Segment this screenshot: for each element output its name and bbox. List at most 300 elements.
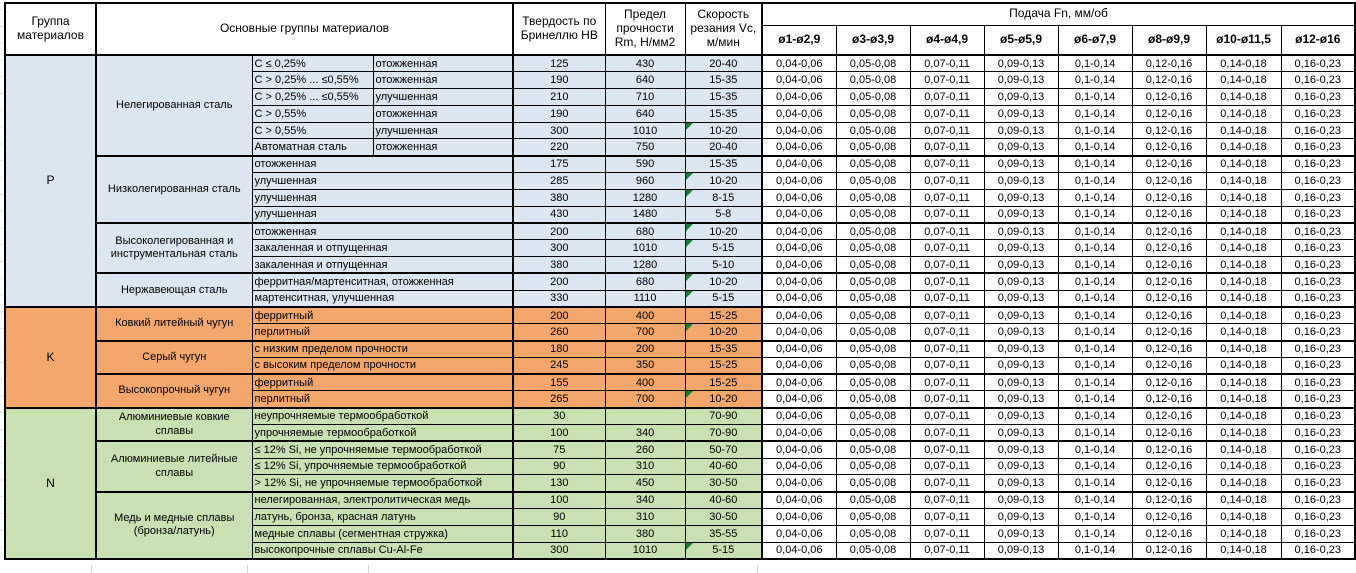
feed-cell[interactable]: 0,04-0,06 — [762, 105, 836, 122]
material-desc-cell[interactable]: неупрочняемые термообработкой — [252, 408, 513, 425]
feed-cell[interactable]: 0,16-0,23 — [1281, 374, 1355, 391]
feed-cell[interactable]: 0,04-0,06 — [762, 290, 836, 307]
feed-cell[interactable]: 0,09-0,13 — [984, 223, 1058, 240]
feed-cell[interactable]: 0,05-0,08 — [836, 173, 910, 190]
col-header-diameter-range[interactable]: ø1-ø2,9 — [762, 25, 836, 55]
speed-cell[interactable]: 20-40 — [685, 139, 762, 156]
speed-cell[interactable]: 15-35 — [685, 341, 762, 358]
col-header-diameter-range[interactable]: ø4-ø4,9 — [910, 25, 984, 55]
speed-cell[interactable]: 10-20 — [685, 391, 762, 408]
material-desc-cell[interactable]: перлитный — [252, 324, 513, 341]
feed-cell[interactable]: 0,14-0,18 — [1206, 391, 1281, 408]
feed-cell[interactable]: 0,07-0,11 — [910, 173, 984, 190]
strength-cell[interactable]: 1010 — [605, 240, 685, 257]
feed-cell[interactable]: 0,12-0,16 — [1132, 374, 1206, 391]
speed-cell[interactable]: 15-25 — [685, 374, 762, 391]
strength-cell[interactable]: 1010 — [605, 122, 685, 139]
hardness-cell[interactable]: 110 — [513, 525, 605, 542]
feed-cell[interactable]: 0,14-0,18 — [1206, 173, 1281, 190]
speed-cell[interactable]: 5-15 — [685, 542, 762, 559]
material-group-cell[interactable]: P — [5, 55, 96, 307]
col-header-material-main-groups[interactable]: Основные группы материалов — [96, 3, 513, 55]
feed-cell[interactable]: 0,04-0,06 — [762, 374, 836, 391]
material-desc-cell[interactable]: мартенситная, улучшенная — [252, 290, 513, 307]
feed-cell[interactable]: 0,12-0,16 — [1132, 72, 1206, 89]
feed-cell[interactable]: 0,05-0,08 — [836, 492, 910, 509]
feed-cell[interactable]: 0,1-0,14 — [1058, 72, 1132, 89]
feed-cell[interactable]: 0,04-0,06 — [762, 441, 836, 458]
feed-cell[interactable]: 0,12-0,16 — [1132, 55, 1206, 72]
feed-cell[interactable]: 0,14-0,18 — [1206, 72, 1281, 89]
feed-cell[interactable]: 0,14-0,18 — [1206, 492, 1281, 509]
feed-cell[interactable]: 0,04-0,06 — [762, 139, 836, 156]
strength-cell[interactable]: 680 — [605, 273, 685, 290]
feed-cell[interactable]: 0,05-0,08 — [836, 307, 910, 324]
feed-cell[interactable]: 0,1-0,14 — [1058, 223, 1132, 240]
speed-cell[interactable]: 30-50 — [685, 475, 762, 492]
feed-cell[interactable]: 0,09-0,13 — [984, 55, 1058, 72]
hardness-cell[interactable]: 200 — [513, 223, 605, 240]
feed-cell[interactable]: 0,05-0,08 — [836, 542, 910, 559]
feed-cell[interactable]: 0,14-0,18 — [1206, 206, 1281, 223]
feed-cell[interactable]: 0,12-0,16 — [1132, 492, 1206, 509]
material-desc-cell[interactable]: улучшенная — [252, 206, 513, 223]
feed-cell[interactable]: 0,04-0,06 — [762, 542, 836, 559]
feed-cell[interactable]: 0,07-0,11 — [910, 189, 984, 206]
speed-cell[interactable]: 15-35 — [685, 72, 762, 89]
strength-cell[interactable]: 700 — [605, 391, 685, 408]
feed-cell[interactable]: 0,09-0,13 — [984, 425, 1058, 442]
feed-cell[interactable]: 0,1-0,14 — [1058, 156, 1132, 173]
feed-cell[interactable]: 0,07-0,11 — [910, 408, 984, 425]
col-header-diameter-range[interactable]: ø10-ø11,5 — [1206, 25, 1281, 55]
feed-cell[interactable]: 0,09-0,13 — [984, 105, 1058, 122]
feed-cell[interactable]: 0,07-0,11 — [910, 324, 984, 341]
feed-cell[interactable]: 0,1-0,14 — [1058, 458, 1132, 475]
feed-cell[interactable]: 0,07-0,11 — [910, 290, 984, 307]
material-subgroup-cell[interactable]: Алюминиевые ковкие сплавы — [96, 408, 252, 442]
feed-cell[interactable]: 0,14-0,18 — [1206, 341, 1281, 358]
feed-cell[interactable]: 0,1-0,14 — [1058, 89, 1132, 106]
feed-cell[interactable]: 0,05-0,08 — [836, 189, 910, 206]
speed-cell[interactable]: 5-8 — [685, 206, 762, 223]
feed-cell[interactable]: 0,12-0,16 — [1132, 341, 1206, 358]
speed-cell[interactable]: 50-70 — [685, 441, 762, 458]
material-desc-cell[interactable]: медные сплавы (сегментная стружка) — [252, 525, 513, 542]
strength-cell[interactable]: 680 — [605, 223, 685, 240]
feed-cell[interactable]: 0,09-0,13 — [984, 173, 1058, 190]
feed-cell[interactable]: 0,16-0,23 — [1281, 105, 1355, 122]
feed-cell[interactable]: 0,16-0,23 — [1281, 257, 1355, 274]
speed-cell[interactable]: 20-40 — [685, 55, 762, 72]
feed-cell[interactable]: 0,07-0,11 — [910, 542, 984, 559]
strength-cell[interactable]: 1110 — [605, 290, 685, 307]
feed-cell[interactable]: 0,14-0,18 — [1206, 139, 1281, 156]
col-header-diameter-range[interactable]: ø5-ø5,9 — [984, 25, 1058, 55]
feed-cell[interactable]: 0,12-0,16 — [1132, 475, 1206, 492]
feed-cell[interactable]: 0,1-0,14 — [1058, 492, 1132, 509]
hardness-cell[interactable]: 200 — [513, 273, 605, 290]
feed-cell[interactable]: 0,16-0,23 — [1281, 122, 1355, 139]
feed-cell[interactable]: 0,1-0,14 — [1058, 240, 1132, 257]
feed-cell[interactable]: 0,1-0,14 — [1058, 55, 1132, 72]
feed-cell[interactable]: 0,12-0,16 — [1132, 290, 1206, 307]
feed-cell[interactable]: 0,1-0,14 — [1058, 324, 1132, 341]
feed-cell[interactable]: 0,12-0,16 — [1132, 357, 1206, 374]
material-desc-cell[interactable]: ≤ 12% Si, не упрочняемые термообработкой — [252, 441, 513, 458]
speed-cell[interactable]: 15-35 — [685, 156, 762, 173]
feed-cell[interactable]: 0,12-0,16 — [1132, 89, 1206, 106]
col-header-brinell-hardness[interactable]: Твердость по Бринеллю HB — [513, 3, 605, 55]
feed-cell[interactable]: 0,07-0,11 — [910, 122, 984, 139]
feed-cell[interactable]: 0,1-0,14 — [1058, 290, 1132, 307]
feed-cell[interactable]: 0,04-0,06 — [762, 391, 836, 408]
feed-cell[interactable]: 0,1-0,14 — [1058, 374, 1132, 391]
feed-cell[interactable]: 0,16-0,23 — [1281, 408, 1355, 425]
strength-cell[interactable]: 700 — [605, 324, 685, 341]
feed-cell[interactable]: 0,09-0,13 — [984, 324, 1058, 341]
hardness-cell[interactable]: 380 — [513, 257, 605, 274]
feed-cell[interactable]: 0,1-0,14 — [1058, 341, 1132, 358]
feed-cell[interactable]: 0,09-0,13 — [984, 139, 1058, 156]
feed-cell[interactable]: 0,04-0,06 — [762, 492, 836, 509]
feed-cell[interactable]: 0,04-0,06 — [762, 425, 836, 442]
strength-cell[interactable]: 1010 — [605, 542, 685, 559]
feed-cell[interactable]: 0,14-0,18 — [1206, 408, 1281, 425]
material-group-cell[interactable]: N — [5, 408, 96, 559]
feed-cell[interactable]: 0,07-0,11 — [910, 475, 984, 492]
strength-cell[interactable]: 340 — [605, 425, 685, 442]
col-header-feed-title[interactable]: Подача Fn, мм/об — [762, 3, 1355, 25]
feed-cell[interactable]: 0,12-0,16 — [1132, 105, 1206, 122]
feed-cell[interactable]: 0,16-0,23 — [1281, 307, 1355, 324]
material-subgroup-cell[interactable]: Нелегированная сталь — [96, 55, 252, 156]
feed-cell[interactable]: 0,16-0,23 — [1281, 441, 1355, 458]
hardness-cell[interactable]: 90 — [513, 458, 605, 475]
hardness-cell[interactable]: 190 — [513, 105, 605, 122]
feed-cell[interactable]: 0,16-0,23 — [1281, 290, 1355, 307]
material-desc-cell[interactable]: закаленная и отпущенная — [252, 257, 513, 274]
feed-cell[interactable]: 0,04-0,06 — [762, 357, 836, 374]
feed-cell[interactable]: 0,07-0,11 — [910, 156, 984, 173]
speed-cell[interactable]: 15-25 — [685, 307, 762, 324]
feed-cell[interactable]: 0,16-0,23 — [1281, 425, 1355, 442]
feed-cell[interactable]: 0,05-0,08 — [836, 525, 910, 542]
feed-cell[interactable]: 0,09-0,13 — [984, 257, 1058, 274]
feed-cell[interactable]: 0,14-0,18 — [1206, 105, 1281, 122]
feed-cell[interactable]: 0,09-0,13 — [984, 156, 1058, 173]
feed-cell[interactable]: 0,05-0,08 — [836, 206, 910, 223]
speed-cell[interactable]: 30-50 — [685, 509, 762, 526]
feed-cell[interactable]: 0,07-0,11 — [910, 105, 984, 122]
feed-cell[interactable]: 0,1-0,14 — [1058, 273, 1132, 290]
feed-cell[interactable]: 0,14-0,18 — [1206, 458, 1281, 475]
feed-cell[interactable]: 0,05-0,08 — [836, 72, 910, 89]
strength-cell[interactable]: 960 — [605, 173, 685, 190]
hardness-cell[interactable]: 130 — [513, 475, 605, 492]
feed-cell[interactable]: 0,07-0,11 — [910, 273, 984, 290]
feed-cell[interactable]: 0,05-0,08 — [836, 357, 910, 374]
material-state-cell[interactable]: отожженная — [373, 72, 513, 89]
material-desc-cell[interactable]: латунь, бронза, красная латунь — [252, 509, 513, 526]
feed-cell[interactable]: 0,12-0,16 — [1132, 324, 1206, 341]
feed-cell[interactable]: 0,1-0,14 — [1058, 408, 1132, 425]
feed-cell[interactable]: 0,09-0,13 — [984, 441, 1058, 458]
feed-cell[interactable]: 0,14-0,18 — [1206, 156, 1281, 173]
material-desc-cell[interactable]: ферритная/мартенситная, отожженная — [252, 273, 513, 290]
material-desc-cell[interactable]: ферритный — [252, 374, 513, 391]
feed-cell[interactable]: 0,04-0,06 — [762, 240, 836, 257]
speed-cell[interactable]: 15-35 — [685, 89, 762, 106]
feed-cell[interactable]: 0,09-0,13 — [984, 72, 1058, 89]
feed-cell[interactable]: 0,14-0,18 — [1206, 324, 1281, 341]
strength-cell[interactable]: 1280 — [605, 189, 685, 206]
feed-cell[interactable]: 0,1-0,14 — [1058, 475, 1132, 492]
col-header-tensile-strength[interactable]: Предел прочности Rm, Н/мм2 — [605, 3, 685, 55]
feed-cell[interactable]: 0,04-0,06 — [762, 257, 836, 274]
feed-cell[interactable]: 0,05-0,08 — [836, 290, 910, 307]
feed-cell[interactable]: 0,14-0,18 — [1206, 475, 1281, 492]
feed-cell[interactable]: 0,07-0,11 — [910, 374, 984, 391]
feed-cell[interactable]: 0,16-0,23 — [1281, 189, 1355, 206]
feed-cell[interactable]: 0,16-0,23 — [1281, 89, 1355, 106]
feed-cell[interactable]: 0,04-0,06 — [762, 206, 836, 223]
feed-cell[interactable]: 0,05-0,08 — [836, 408, 910, 425]
material-desc-cell[interactable]: нелегированная, электролитическая медь — [252, 492, 513, 509]
material-desc-cell[interactable]: C > 0,25% ... ≤0,55% — [252, 89, 373, 106]
feed-cell[interactable]: 0,16-0,23 — [1281, 72, 1355, 89]
material-desc-cell[interactable]: перлитный — [252, 391, 513, 408]
feed-cell[interactable]: 0,04-0,06 — [762, 341, 836, 358]
speed-cell[interactable]: 10-20 — [685, 324, 762, 341]
speed-cell[interactable]: 40-60 — [685, 492, 762, 509]
feed-cell[interactable]: 0,05-0,08 — [836, 122, 910, 139]
strength-cell[interactable]: 400 — [605, 374, 685, 391]
strength-cell[interactable]: 340 — [605, 492, 685, 509]
material-state-cell[interactable]: улучшенная — [373, 122, 513, 139]
material-desc-cell[interactable]: C ≤ 0,25% — [252, 55, 373, 72]
feed-cell[interactable]: 0,16-0,23 — [1281, 139, 1355, 156]
feed-cell[interactable]: 0,09-0,13 — [984, 525, 1058, 542]
feed-cell[interactable]: 0,12-0,16 — [1132, 458, 1206, 475]
material-desc-cell[interactable]: закаленная и отпущенная — [252, 240, 513, 257]
hardness-cell[interactable]: 155 — [513, 374, 605, 391]
feed-cell[interactable]: 0,16-0,23 — [1281, 391, 1355, 408]
material-desc-cell[interactable]: C > 0,55% — [252, 122, 373, 139]
feed-cell[interactable]: 0,1-0,14 — [1058, 122, 1132, 139]
feed-cell[interactable]: 0,07-0,11 — [910, 240, 984, 257]
feed-cell[interactable]: 0,14-0,18 — [1206, 189, 1281, 206]
feed-cell[interactable]: 0,1-0,14 — [1058, 307, 1132, 324]
col-header-diameter-range[interactable]: ø12-ø16 — [1281, 25, 1355, 55]
feed-cell[interactable]: 0,04-0,06 — [762, 189, 836, 206]
hardness-cell[interactable]: 380 — [513, 189, 605, 206]
feed-cell[interactable]: 0,04-0,06 — [762, 72, 836, 89]
feed-cell[interactable]: 0,05-0,08 — [836, 240, 910, 257]
feed-cell[interactable]: 0,14-0,18 — [1206, 509, 1281, 526]
feed-cell[interactable]: 0,04-0,06 — [762, 55, 836, 72]
feed-cell[interactable]: 0,16-0,23 — [1281, 324, 1355, 341]
hardness-cell[interactable]: 285 — [513, 173, 605, 190]
feed-cell[interactable]: 0,1-0,14 — [1058, 391, 1132, 408]
feed-cell[interactable]: 0,12-0,16 — [1132, 173, 1206, 190]
hardness-cell[interactable]: 75 — [513, 441, 605, 458]
feed-cell[interactable]: 0,14-0,18 — [1206, 525, 1281, 542]
feed-cell[interactable]: 0,12-0,16 — [1132, 206, 1206, 223]
strength-cell[interactable]: 750 — [605, 139, 685, 156]
feed-cell[interactable]: 0,16-0,23 — [1281, 341, 1355, 358]
feed-cell[interactable]: 0,16-0,23 — [1281, 156, 1355, 173]
strength-cell[interactable]: 260 — [605, 441, 685, 458]
feed-cell[interactable]: 0,14-0,18 — [1206, 257, 1281, 274]
feed-cell[interactable]: 0,04-0,06 — [762, 408, 836, 425]
material-subgroup-cell[interactable]: Ковкий литейный чугун — [96, 307, 252, 341]
feed-cell[interactable]: 0,05-0,08 — [836, 273, 910, 290]
hardness-cell[interactable]: 430 — [513, 206, 605, 223]
hardness-cell[interactable]: 300 — [513, 122, 605, 139]
feed-cell[interactable]: 0,14-0,18 — [1206, 240, 1281, 257]
material-state-cell[interactable]: отожженная — [373, 139, 513, 156]
feed-cell[interactable]: 0,16-0,23 — [1281, 273, 1355, 290]
feed-cell[interactable]: 0,12-0,16 — [1132, 273, 1206, 290]
feed-cell[interactable]: 0,1-0,14 — [1058, 357, 1132, 374]
feed-cell[interactable]: 0,14-0,18 — [1206, 357, 1281, 374]
feed-cell[interactable]: 0,09-0,13 — [984, 122, 1058, 139]
material-state-cell[interactable]: отожженная — [373, 105, 513, 122]
feed-cell[interactable]: 0,04-0,06 — [762, 324, 836, 341]
feed-cell[interactable]: 0,16-0,23 — [1281, 509, 1355, 526]
hardness-cell[interactable]: 300 — [513, 240, 605, 257]
strength-cell[interactable]: 350 — [605, 357, 685, 374]
feed-cell[interactable]: 0,14-0,18 — [1206, 425, 1281, 442]
feed-cell[interactable]: 0,1-0,14 — [1058, 509, 1132, 526]
speed-cell[interactable]: 15-35 — [685, 105, 762, 122]
feed-cell[interactable]: 0,14-0,18 — [1206, 122, 1281, 139]
feed-cell[interactable]: 0,05-0,08 — [836, 257, 910, 274]
feed-cell[interactable]: 0,04-0,06 — [762, 173, 836, 190]
speed-cell[interactable]: 5-10 — [685, 257, 762, 274]
hardness-cell[interactable]: 245 — [513, 357, 605, 374]
feed-cell[interactable]: 0,09-0,13 — [984, 357, 1058, 374]
feed-cell[interactable]: 0,14-0,18 — [1206, 89, 1281, 106]
col-header-cutting-speed[interactable]: Скорость резания Vc, м/мин — [685, 3, 762, 55]
feed-cell[interactable]: 0,09-0,13 — [984, 475, 1058, 492]
material-desc-cell[interactable]: ≤ 12% Si, упрочняемые термообработкой — [252, 458, 513, 475]
hardness-cell[interactable]: 100 — [513, 492, 605, 509]
feed-cell[interactable]: 0,16-0,23 — [1281, 206, 1355, 223]
feed-cell[interactable]: 0,09-0,13 — [984, 408, 1058, 425]
feed-cell[interactable]: 0,05-0,08 — [836, 391, 910, 408]
feed-cell[interactable]: 0,09-0,13 — [984, 509, 1058, 526]
strength-cell[interactable]: 450 — [605, 475, 685, 492]
speed-cell[interactable]: 8-15 — [685, 189, 762, 206]
strength-cell[interactable]: 200 — [605, 341, 685, 358]
feed-cell[interactable]: 0,12-0,16 — [1132, 509, 1206, 526]
material-subgroup-cell[interactable]: Алюминиевые литейные сплавы — [96, 441, 252, 491]
feed-cell[interactable]: 0,09-0,13 — [984, 89, 1058, 106]
speed-cell[interactable]: 5-15 — [685, 240, 762, 257]
feed-cell[interactable]: 0,04-0,06 — [762, 458, 836, 475]
feed-cell[interactable]: 0,16-0,23 — [1281, 55, 1355, 72]
material-subgroup-cell[interactable]: Высокопрочный чугун — [96, 374, 252, 408]
feed-cell[interactable]: 0,07-0,11 — [910, 357, 984, 374]
feed-cell[interactable]: 0,07-0,11 — [910, 458, 984, 475]
speed-cell[interactable]: 40-60 — [685, 458, 762, 475]
feed-cell[interactable]: 0,14-0,18 — [1206, 290, 1281, 307]
hardness-cell[interactable]: 210 — [513, 89, 605, 106]
feed-cell[interactable]: 0,14-0,18 — [1206, 273, 1281, 290]
feed-cell[interactable]: 0,05-0,08 — [836, 458, 910, 475]
feed-cell[interactable]: 0,12-0,16 — [1132, 408, 1206, 425]
material-desc-cell[interactable]: высокопрочные сплавы Cu-Al-Fe — [252, 542, 513, 559]
col-header-diameter-range[interactable]: ø8-ø9,9 — [1132, 25, 1206, 55]
feed-cell[interactable]: 0,07-0,11 — [910, 72, 984, 89]
feed-cell[interactable]: 0,05-0,08 — [836, 105, 910, 122]
feed-cell[interactable]: 0,1-0,14 — [1058, 425, 1132, 442]
feed-cell[interactable]: 0,09-0,13 — [984, 273, 1058, 290]
material-group-cell[interactable]: K — [5, 307, 96, 408]
feed-cell[interactable]: 0,05-0,08 — [836, 509, 910, 526]
feed-cell[interactable]: 0,07-0,11 — [910, 89, 984, 106]
feed-cell[interactable]: 0,07-0,11 — [910, 206, 984, 223]
feed-cell[interactable]: 0,09-0,13 — [984, 458, 1058, 475]
feed-cell[interactable]: 0,12-0,16 — [1132, 223, 1206, 240]
strength-cell[interactable]: 310 — [605, 509, 685, 526]
feed-cell[interactable]: 0,09-0,13 — [984, 374, 1058, 391]
strength-cell[interactable]: 1480 — [605, 206, 685, 223]
material-subgroup-cell[interactable]: Высоколегированная и инструментальная сталь — [96, 223, 252, 273]
speed-cell[interactable]: 10-20 — [685, 122, 762, 139]
speed-cell[interactable]: 10-20 — [685, 173, 762, 190]
feed-cell[interactable]: 0,16-0,23 — [1281, 542, 1355, 559]
feed-cell[interactable]: 0,14-0,18 — [1206, 441, 1281, 458]
hardness-cell[interactable]: 300 — [513, 542, 605, 559]
feed-cell[interactable]: 0,12-0,16 — [1132, 391, 1206, 408]
feed-cell[interactable]: 0,09-0,13 — [984, 206, 1058, 223]
feed-cell[interactable]: 0,09-0,13 — [984, 307, 1058, 324]
feed-cell[interactable]: 0,1-0,14 — [1058, 441, 1132, 458]
feed-cell[interactable]: 0,04-0,06 — [762, 509, 836, 526]
feed-cell[interactable]: 0,05-0,08 — [836, 441, 910, 458]
material-desc-cell[interactable]: > 12% Si, не упрочняемые термообработкой — [252, 475, 513, 492]
feed-cell[interactable]: 0,12-0,16 — [1132, 156, 1206, 173]
feed-cell[interactable]: 0,14-0,18 — [1206, 223, 1281, 240]
feed-cell[interactable]: 0,12-0,16 — [1132, 139, 1206, 156]
hardness-cell[interactable]: 220 — [513, 139, 605, 156]
material-desc-cell[interactable]: улучшенная — [252, 173, 513, 190]
feed-cell[interactable]: 0,05-0,08 — [836, 324, 910, 341]
feed-cell[interactable]: 0,04-0,06 — [762, 122, 836, 139]
material-subgroup-cell[interactable]: Серый чугун — [96, 341, 252, 375]
feed-cell[interactable]: 0,09-0,13 — [984, 341, 1058, 358]
feed-cell[interactable]: 0,14-0,18 — [1206, 542, 1281, 559]
col-header-material-group[interactable]: Группа материалов — [5, 3, 96, 55]
feed-cell[interactable]: 0,1-0,14 — [1058, 105, 1132, 122]
feed-cell[interactable]: 0,12-0,16 — [1132, 525, 1206, 542]
feed-cell[interactable]: 0,07-0,11 — [910, 509, 984, 526]
feed-cell[interactable]: 0,04-0,06 — [762, 475, 836, 492]
speed-cell[interactable]: 5-15 — [685, 290, 762, 307]
feed-cell[interactable]: 0,09-0,13 — [984, 492, 1058, 509]
feed-cell[interactable]: 0,05-0,08 — [836, 341, 910, 358]
feed-cell[interactable]: 0,09-0,13 — [984, 542, 1058, 559]
material-desc-cell[interactable]: отожженная — [252, 156, 513, 173]
strength-cell[interactable]: 400 — [605, 307, 685, 324]
hardness-cell[interactable]: 190 — [513, 72, 605, 89]
feed-cell[interactable]: 0,07-0,11 — [910, 525, 984, 542]
feed-cell[interactable]: 0,1-0,14 — [1058, 525, 1132, 542]
feed-cell[interactable]: 0,12-0,16 — [1132, 425, 1206, 442]
